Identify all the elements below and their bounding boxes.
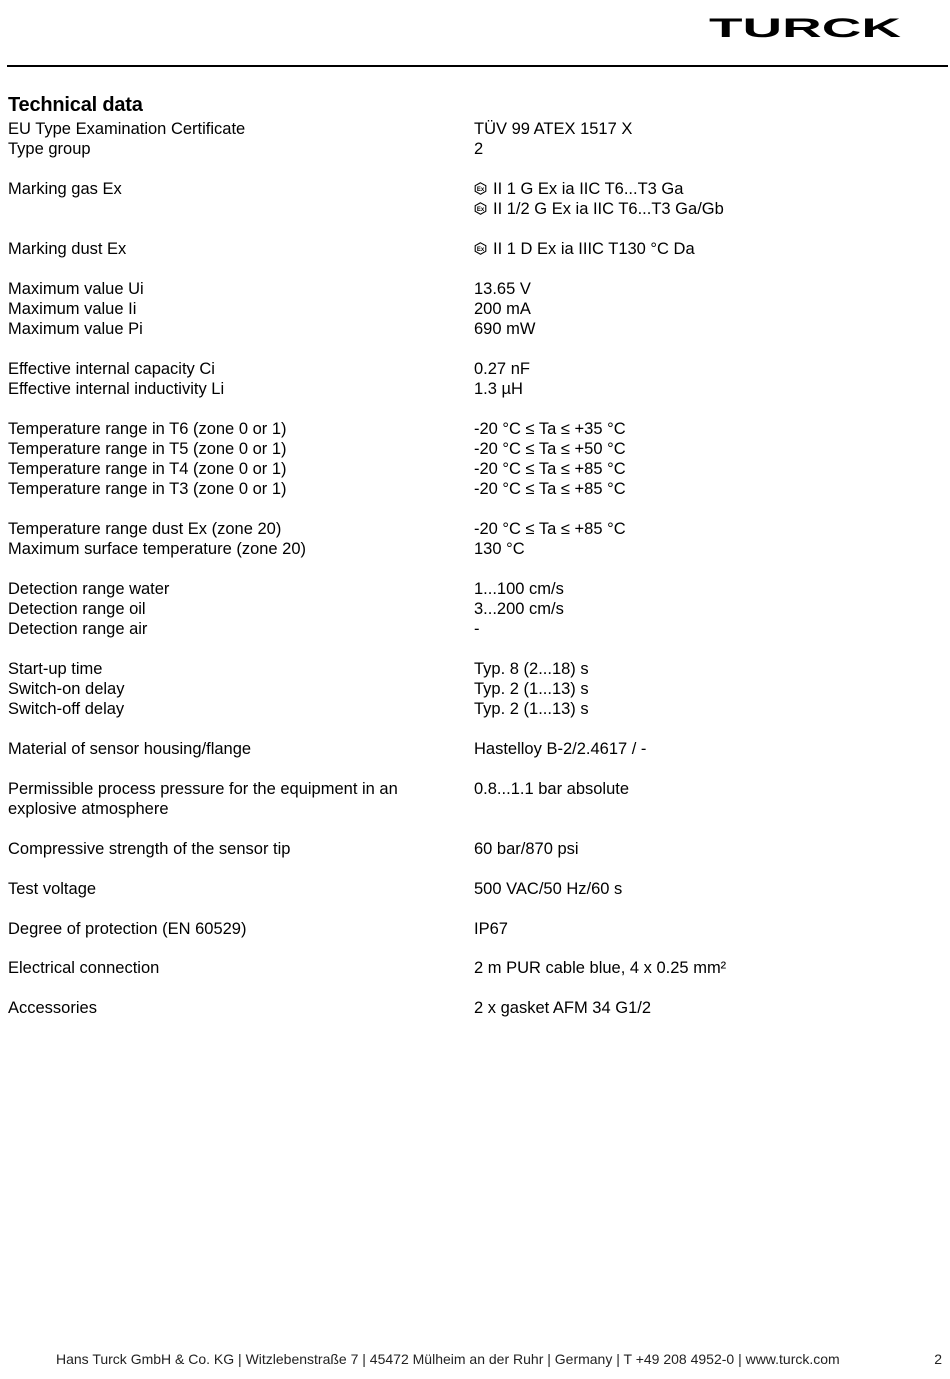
row-value: Typ. 2 (1...13) s <box>474 700 589 718</box>
row-value: 2 x gasket AFM 34 G1/2 <box>474 999 652 1017</box>
row-label: Temperature range in T4 (zone 0 or 1) <box>8 460 287 478</box>
row-label: Maximum value Pi <box>8 320 143 338</box>
row-value: 130 °C <box>474 540 525 558</box>
row-label: Material of sensor housing/flange <box>8 740 252 758</box>
row-value: 2 <box>474 140 484 158</box>
row-label: Maximum value Ii <box>8 300 137 318</box>
row-value: Typ. 2 (1...13) s <box>474 680 589 698</box>
row-label: EU Type Examination Certificate <box>8 120 246 138</box>
svg-text:Ex: Ex <box>476 247 485 254</box>
row-value: 500 VAC/50 Hz/60 s <box>474 880 623 898</box>
turck-logo <box>708 14 902 40</box>
row-label: Effective internal capacity Ci <box>8 360 215 378</box>
row-value: 1.3 µH <box>474 380 523 398</box>
row-label: Start-up time <box>8 660 103 678</box>
row-label: Compressive strength of the sensor tip <box>8 840 291 858</box>
marking-dust: II 1 D Ex ia IIIC T130 °C Da <box>493 240 695 258</box>
turck-logo-mark <box>708 14 902 40</box>
marking-gas-line-2: II 1/2 G Ex ia IIC T6...T3 Ga/Gb <box>493 200 724 218</box>
page-number: 2 <box>934 1351 942 1367</box>
row-value: -20 °C ≤ Ta ≤ +85 °C <box>474 480 626 498</box>
header-rule <box>7 65 948 67</box>
row-value: 0.27 nF <box>474 360 530 378</box>
row-value: Hastelloy B-2/2.4617 / - <box>474 740 647 758</box>
row-label: Type group <box>8 140 91 158</box>
row-value: -20 °C ≤ Ta ≤ +35 °C <box>474 420 626 438</box>
row-value: 200 mA <box>474 300 531 318</box>
row-label-line-2: explosive atmosphere <box>8 800 169 818</box>
row-label: Temperature range in T5 (zone 0 or 1) <box>8 440 287 458</box>
row-value: TÜV 99 ATEX 1517 X <box>474 120 633 138</box>
row-value: IP67 <box>474 920 508 938</box>
row-value: 60 bar/870 psi <box>474 840 579 858</box>
row-label: Detection range oil <box>8 600 146 618</box>
row-label: Maximum surface temperature (zone 20) <box>8 540 307 558</box>
row-value: 2 m PUR cable blue, 4 x 0.25 mm² <box>474 959 727 977</box>
row-value: 13.65 V <box>474 280 531 298</box>
row-label: Temperature range dust Ex (zone 20) <box>8 520 282 538</box>
row-value: Typ. 8 (2...18) s <box>474 660 589 678</box>
row-label: Temperature range in T6 (zone 0 or 1) <box>8 420 287 438</box>
ex-hexagon-icon <box>474 182 487 195</box>
row-label: Marking gas Ex <box>8 180 122 198</box>
svg-text:Ex: Ex <box>476 187 485 194</box>
svg-text:Ex: Ex <box>476 207 485 214</box>
footer-address: Hans Turck GmbH & Co. KG | Witzlebenstraße 7 | 45472 Mülheim an der Ruhr | Germany | T +49 208 4952-0 | www.turck.com <box>56 1351 840 1367</box>
row-value-group <box>474 239 934 259</box>
row-label: Accessories <box>8 999 97 1017</box>
row-value-group <box>474 179 934 219</box>
row-label: Permissible process pressure for the equipment in an <box>8 780 398 798</box>
row-value: 3...200 cm/s <box>474 600 564 618</box>
ex-hexagon-icon <box>474 242 487 255</box>
svg-text:TURCK: TURCK <box>709 14 902 40</box>
row-value: - <box>474 620 480 638</box>
section-title: Technical data <box>8 94 143 116</box>
row-label: Degree of protection (EN 60529) <box>8 920 247 938</box>
row-value: -20 °C ≤ Ta ≤ +50 °C <box>474 440 626 458</box>
marking-gas-line-1: II 1 G Ex ia IIC T6...T3 Ga <box>493 180 684 198</box>
row-value: 0.8...1.1 bar absolute <box>474 780 630 798</box>
row-value: 1...100 cm/s <box>474 580 564 598</box>
row-label: Marking dust Ex <box>8 240 127 258</box>
ex-hexagon-icon <box>474 202 487 215</box>
row-label: Effective internal inductivity Li <box>8 380 225 398</box>
row-label: Switch-off delay <box>8 700 125 718</box>
row-label: Electrical connection <box>8 959 160 977</box>
row-label: Test voltage <box>8 880 97 898</box>
row-value: -20 °C ≤ Ta ≤ +85 °C <box>474 520 626 538</box>
row-label: Maximum value Ui <box>8 280 144 298</box>
row-label: Switch-on delay <box>8 680 125 698</box>
row-value: -20 °C ≤ Ta ≤ +85 °C <box>474 460 626 478</box>
row-value: 690 mW <box>474 320 536 338</box>
row-label: Detection range air <box>8 620 148 638</box>
row-label: Detection range water <box>8 580 170 598</box>
row-label: Temperature range in T3 (zone 0 or 1) <box>8 480 287 498</box>
